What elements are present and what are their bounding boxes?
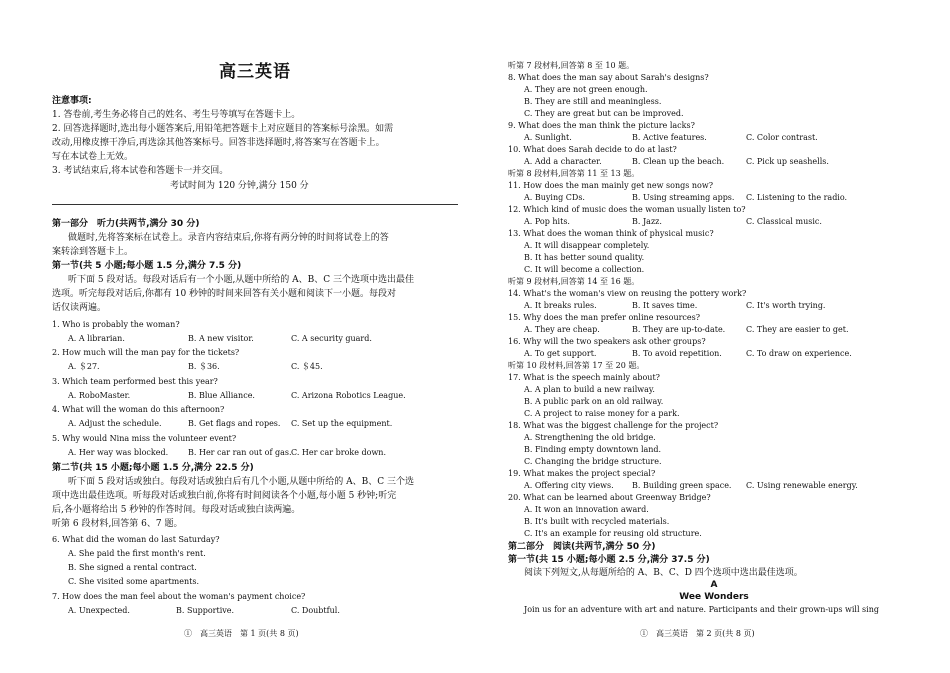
option: B. She signed a rental contract.: [68, 563, 197, 572]
option: B. They are still and meaningless.: [524, 97, 662, 106]
question-6: 6. What did the woman do last Saturday?: [52, 535, 220, 544]
option: C. Her car broke down.: [291, 448, 386, 457]
question-13: 13. What does the woman think of physical music?: [508, 229, 714, 238]
notice-heading: 注意事项:: [52, 96, 92, 106]
option: B. Get flags and ropes.: [188, 419, 281, 428]
option: B. A public park on an old railway.: [524, 397, 664, 406]
option: C. Color contrast.: [746, 133, 818, 142]
part1-intro: 做题时,先将答案标在试卷上。录音内容结束后,你将有两分钟的时间将试卷上的答: [68, 233, 389, 243]
sec2-heading: 第二节(共 15 小题;每小题 1.5 分,满分 22.5 分): [52, 463, 254, 473]
option: C. ＄45.: [291, 362, 323, 371]
question-19: 19. What makes the project special?: [508, 469, 656, 478]
question-5: 5. Why would Nina miss the volunteer event?: [52, 434, 237, 443]
option: C. Using renewable energy.: [746, 481, 858, 490]
option: B. It's built with recycled materials.: [524, 517, 670, 526]
question-14: 14. What's the woman's view on reusing the pottery work?: [508, 289, 747, 298]
option: A. It won an innovation award.: [524, 505, 649, 514]
sec2-intro: 后,各小题将给出 5 秒钟的作答时间。每段对话或独白读两遍。: [52, 505, 301, 515]
option: C. They are easier to get.: [746, 325, 849, 334]
material-label: 听第 7 段材料,回答第 8 至 10 题。: [508, 61, 635, 70]
passage-text: Join us for an adventure with art and nature. Participants and their grown-ups will sing: [524, 605, 879, 614]
option: C. It's worth trying.: [746, 301, 826, 310]
option: B. Finding empty downtown land.: [524, 445, 662, 454]
question-18: 18. What was the biggest challenge for the project?: [508, 421, 719, 430]
option: A. ＄27.: [68, 362, 100, 371]
option: B. Jazz.: [632, 217, 662, 226]
option: B. Using streaming apps.: [632, 193, 735, 202]
exam-title: 高三英语: [219, 62, 291, 82]
option: B. Supportive.: [176, 606, 235, 615]
notice-line: 3. 考试结束后,将本试卷和答题卡一并交回。: [52, 166, 229, 176]
notice-line: 改动,用橡皮擦干净后,再选涂其他答案标号。回答非选择题时,将答案写在答题卡上。: [52, 138, 385, 148]
option: B. Clean up the beach.: [632, 157, 725, 166]
question-11: 11. How does the man mainly get new songs now?: [508, 181, 713, 190]
sec1-intro: 听下面 5 段对话。每段对话后有一个小题,从题中所给的 A、B、C 三个选项中选出最佳: [68, 275, 415, 285]
option: B. Her car ran out of gas.: [188, 448, 292, 457]
option: C. Set up the equipment.: [291, 419, 393, 428]
option: A. Sunlight.: [524, 133, 572, 142]
notice-line: 写在本试卷上无效。: [52, 152, 134, 162]
passage-letter: A: [710, 580, 718, 590]
passage-title: Wee Wonders: [679, 592, 749, 602]
question-2: 2. How much will the man pay for the tickets?: [52, 348, 240, 357]
question-20: 20. What can be learned about Greenway Bridge?: [508, 493, 711, 502]
exam-time: 考试时间为 120 分钟,满分 150 分: [170, 181, 309, 191]
option: B. They are up-to-date.: [632, 325, 726, 334]
option: A. They are cheap.: [524, 325, 600, 334]
option: A. Unexpected.: [68, 606, 130, 615]
material-label: 听第 6 段材料,回答第 6、7 题。: [52, 519, 183, 529]
question-15: 15. Why does the man prefer online resources?: [508, 313, 701, 322]
option: A. A librarian.: [68, 334, 125, 343]
question-7: 7. How does the man feel about the woman's payment choice?: [52, 592, 306, 601]
option: A. It breaks rules.: [524, 301, 597, 310]
option: C. To draw on experience.: [746, 349, 852, 358]
option: C. Listening to the radio.: [746, 193, 848, 202]
part2-sec1-intro: 阅读下列短文,从每题所给的 A、B、C、D 四个选项中选出最佳选项。: [524, 568, 803, 578]
option: C. Classical music.: [746, 217, 822, 226]
option: C. Changing the bridge structure.: [524, 457, 662, 466]
sec2-intro: 听下面 5 段对话或独白。每段对话或独白后有几个小题,从题中所给的 A、B、C 三个选: [68, 477, 415, 487]
question-9: 9. What does the man think the picture lacks?: [508, 121, 695, 130]
part2-sec1-heading: 第一节(共 15 小题;每小题 2.5 分,满分 37.5 分): [508, 555, 710, 565]
option: C. She visited some apartments.: [68, 577, 200, 586]
option: A. Her way was blocked.: [68, 448, 169, 457]
option: B. ＄36.: [188, 362, 220, 371]
material-label: 听第 8 段材料,回答第 11 至 13 题。: [508, 169, 640, 178]
option: A. Strengthening the old bridge.: [524, 433, 656, 442]
option: B. A new visitor.: [188, 334, 254, 343]
material-label: 听第 9 段材料,回答第 14 至 16 题。: [508, 277, 640, 286]
part2-heading: 第二部分 阅读(共两节,满分 50 分): [508, 542, 656, 552]
option: A. A plan to build a new railway.: [524, 385, 655, 394]
option: C. A project to raise money for a park.: [524, 409, 680, 418]
notice-line: 2. 回答选择题时,选出每小题答案后,用铅笔把答题卡上对应题目的答案标号涂黑。如需: [52, 124, 394, 134]
sec1-intro: 选项。听完每段对话后,你都有 10 秒钟的时间来回答有关小题和阅读下一小题。每段对: [52, 289, 397, 299]
option: B. It has better sound quality.: [524, 253, 645, 262]
option: C. A security guard.: [291, 334, 372, 343]
option: A. They are not green enough.: [524, 85, 648, 94]
option: C. Pick up seashells.: [746, 157, 829, 166]
part1-heading: 第一部分 听力(共两节,满分 30 分): [52, 219, 200, 229]
part1-intro: 案转涂到答题卡上。: [52, 247, 134, 257]
option: A. RoboMaster.: [68, 391, 131, 400]
option: C. Doubtful.: [291, 606, 340, 615]
question-3: 3. Which team performed best this year?: [52, 377, 218, 386]
option: A. Add a character.: [524, 157, 602, 166]
option: B. Active features.: [632, 133, 707, 142]
option: B. Building green space.: [632, 481, 732, 490]
option: B. To avoid repetition.: [632, 349, 722, 358]
sec2-intro: 项中选出最佳选项。听每段对话或独白前,你将有时间阅读各个小题,每小题 5 秒钟;听完: [52, 491, 397, 501]
option: A. Offering city views.: [524, 481, 614, 490]
question-12: 12. Which kind of music does the woman usually listen to?: [508, 205, 746, 214]
question-8: 8. What does the man say about Sarah's designs?: [508, 73, 709, 82]
option: B. Blue Alliance.: [188, 391, 255, 400]
option: A. It will disappear completely.: [524, 241, 650, 250]
question-10: 10. What does Sarah decide to do at last?: [508, 145, 677, 154]
question-1: 1. Who is probably the woman?: [52, 320, 180, 329]
option: A. Buying CDs.: [524, 193, 585, 202]
option: A. She paid the first month's rent.: [68, 549, 206, 558]
option: C. It will become a collection.: [524, 265, 645, 274]
option: A. Adjust the schedule.: [68, 419, 162, 428]
material-label: 听第 10 段材料,回答第 17 至 20 题。: [508, 361, 645, 370]
option: A. Pop hits.: [524, 217, 570, 226]
question-17: 17. What is the speech mainly about?: [508, 373, 660, 382]
question-16: 16. Why will the two speakers ask other groups?: [508, 337, 706, 346]
sec1-heading: 第一节(共 5 小题;每小题 1.5 分,满分 7.5 分): [52, 261, 242, 271]
sec1-intro: 话仅读两遍。: [52, 303, 107, 313]
page-footer: ① 高三英语 第 2 页(共 8 页): [640, 629, 755, 638]
option: A. To get support.: [524, 349, 597, 358]
option: B. It saves time.: [632, 301, 698, 310]
option: C. It's an example for reusing old structure.: [524, 529, 702, 538]
notice-line: 1. 答卷前,考生务必将自己的姓名、考生号等填写在答题卡上。: [52, 110, 301, 120]
option: C. They are great but can be improved.: [524, 109, 684, 118]
page-footer: ① 高三英语 第 1 页(共 8 页): [184, 629, 299, 638]
question-4: 4. What will the woman do this afternoon?: [52, 405, 225, 414]
option: C. Arizona Robotics League.: [291, 391, 406, 400]
divider: [52, 204, 458, 205]
